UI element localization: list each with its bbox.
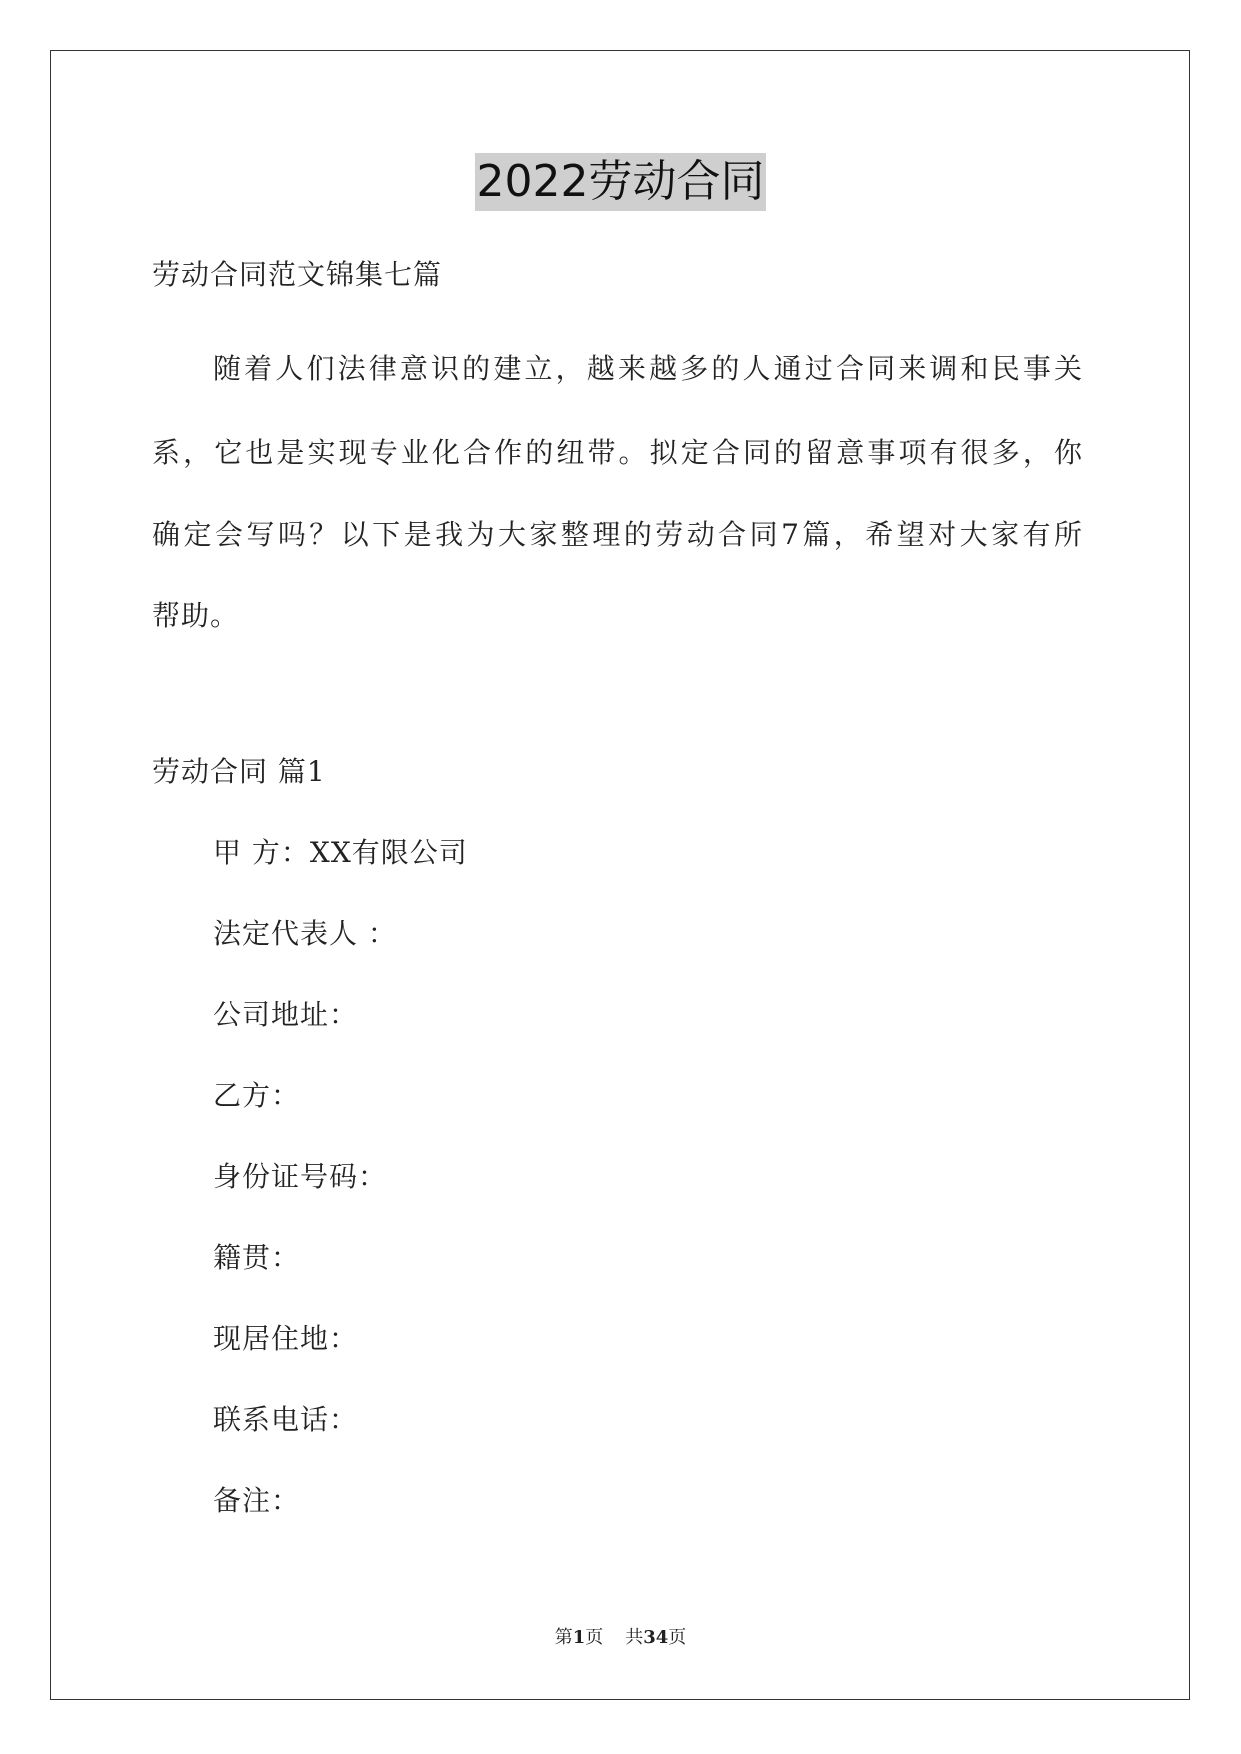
- footer-total-pages: 34: [643, 1627, 669, 1648]
- page-footer: [0, 1625, 1241, 1651]
- field-native-place: 籍贯：: [213, 1241, 301, 1274]
- field-phone: 联系电话：: [213, 1403, 359, 1436]
- field-id-number: 身份证号码：: [213, 1160, 388, 1193]
- field-company-address: 公司地址：: [213, 998, 359, 1031]
- title-container: [0, 153, 1241, 211]
- document-subtitle: 劳动合同范文锦集七篇: [152, 258, 443, 291]
- field-party-b: 乙方：: [213, 1079, 301, 1112]
- footer-page-suffix: 页: [585, 1627, 604, 1648]
- field-party-a: 甲 方：XX有限公司: [213, 836, 468, 869]
- footer-total-suffix: 页: [668, 1627, 687, 1648]
- footer-total-prefix: 共: [625, 1627, 644, 1648]
- document-title: 2022劳动合同: [475, 153, 767, 211]
- footer-page-prefix: 第: [554, 1627, 573, 1648]
- intro-line-3: 确定会写吗？以下是我为大家整理的劳动合同7篇，希望对大家有所: [152, 518, 1083, 551]
- footer-page-number: 1: [572, 1627, 586, 1648]
- intro-line-4: 帮助。: [152, 599, 240, 632]
- section-heading: 劳动合同 篇1: [152, 755, 326, 788]
- intro-line-1: 随着人们法律意识的建立，越来越多的人通过合同来调和民事关: [213, 352, 1083, 385]
- page-border: [50, 50, 1190, 1700]
- field-remarks: 备注：: [213, 1484, 301, 1517]
- field-legal-representative: 法定代表人 ：: [213, 917, 397, 950]
- field-current-residence: 现居住地：: [213, 1322, 359, 1355]
- intro-line-2: 系，它也是实现专业化合作的纽带。拟定合同的留意事项有很多，你: [152, 436, 1083, 469]
